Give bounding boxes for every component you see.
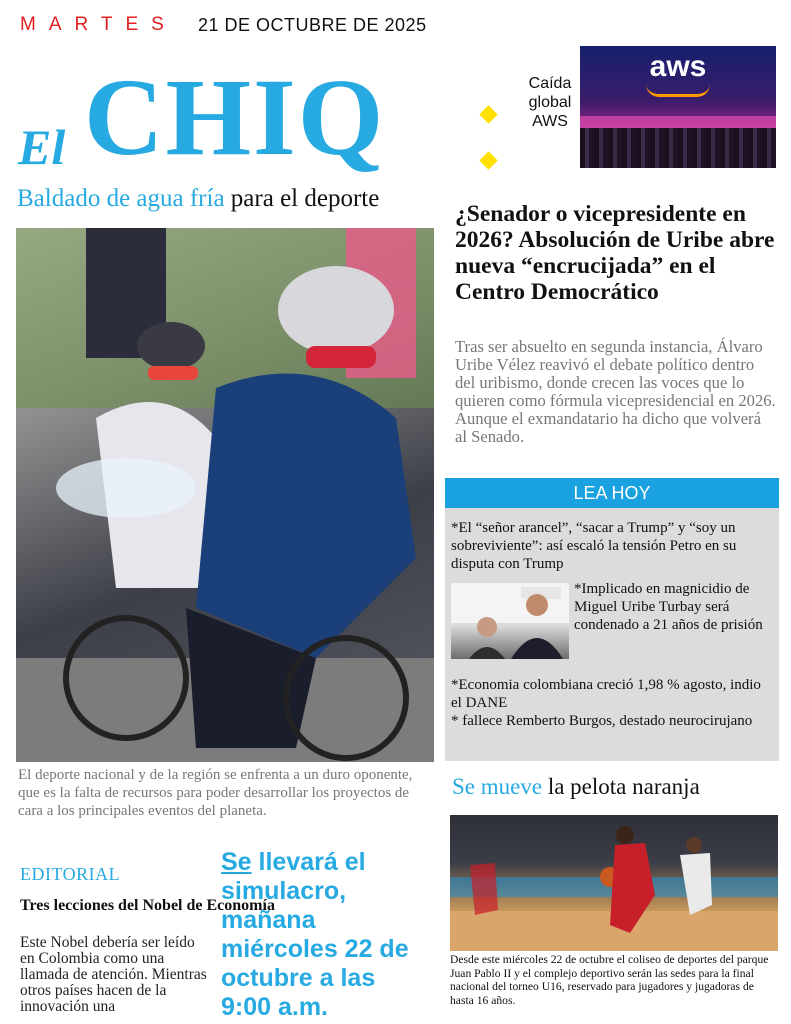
masthead-title: CHIQ xyxy=(84,56,386,178)
lea-hoy-item[interactable]: *El “señor arancel”, “sacar a Trump” y “soy un sobreviviente”: así escaló la tensión Petro en su disputa con Trump xyxy=(451,520,737,572)
courtroom-illustration xyxy=(451,583,569,659)
aws-logo: aws xyxy=(649,50,707,83)
lea-hoy-item[interactable]: * fallece Remberto Burgos, destado neurocirujano xyxy=(451,713,753,729)
basket-title-rest: la pelota naranja xyxy=(542,774,700,799)
tagline-rest: para el deporte xyxy=(224,185,380,212)
diamond-icon xyxy=(479,105,497,123)
basket-title-highlight: Se mueve xyxy=(452,774,543,799)
date-full: 21 DE OCTUBRE DE 2025 xyxy=(198,15,427,35)
aws-crowd xyxy=(580,128,776,168)
main-headline[interactable]: ¿Senador o vicepresidente en 2026? Absolución de Uribe abre nueva “encrucijada” en el Centro Democrático xyxy=(455,201,775,305)
date-weekday: MARTES xyxy=(20,14,177,35)
diamond-icon xyxy=(479,151,497,169)
lea-hoy-item[interactable]: *Implicado en magnicidio de Miguel Uribe Turbay será condenado a 21 años de prisión xyxy=(574,581,763,633)
basketball-photo[interactable] xyxy=(450,815,778,951)
simulacro-text: llevará el simulacro, mañana miércoles 22 de octubre a las 9:00 a.m. xyxy=(221,848,409,1021)
cyclist-illustration xyxy=(16,228,434,762)
masthead-el: El xyxy=(18,119,66,175)
aws-smile-icon xyxy=(646,84,710,97)
basketball-illustration xyxy=(450,815,778,951)
basket-title[interactable] xyxy=(452,774,700,800)
basket-caption: Desde este miércoles 22 de octubre el coliseo de deportes del parque Juan Pablo II y el complejo deportivo serán las sedes para la final nacional del torneo U16, reservado para jugadores y jugadoras de hasta 16 años. xyxy=(450,953,769,1007)
cyclist-photo[interactable] xyxy=(16,228,434,762)
simulacro-first-word: Se xyxy=(221,848,252,876)
tagline-highlight: Baldado de agua fría xyxy=(17,185,225,212)
lea-hoy-header: LEA HOY xyxy=(445,478,779,508)
editorial-body: Este Nobel debería ser leído en Colombia como una llamada de atención. Mientras otros países hacen de la innovación una xyxy=(20,934,207,1015)
editorial-title[interactable]: Tres lecciones del Nobel de Economía xyxy=(20,897,275,914)
lea-hoy-item[interactable]: *Economia colombiana creció 1,98 % agosto, indio el DANE xyxy=(451,677,761,711)
sports-caption: El deporte nacional y de la región se enfrenta a un duro oponente, que es la falta de recursos para poder desarrollar los proyectos de cara a los principales eventos del planeta. xyxy=(18,767,413,819)
aws-caption[interactable]: Caída global AWS xyxy=(528,75,572,130)
lea-hoy-photo[interactable] xyxy=(451,583,569,659)
simulacro-notice[interactable] xyxy=(221,848,431,1022)
editorial-label: EDITORIAL xyxy=(20,864,121,884)
aws-photo[interactable] xyxy=(580,46,776,168)
main-story-body: Tras ser absuelto en segunda instancia, Álvaro Uribe Vélez reavivó el debate político dentro del uribismo, donde crecen las voces que lo quieren como fórmula vicepresidencial en 2026. Aunque el exmandatario ha dicho que volverá al Senado. xyxy=(455,337,776,446)
sports-tagline[interactable] xyxy=(17,185,379,213)
